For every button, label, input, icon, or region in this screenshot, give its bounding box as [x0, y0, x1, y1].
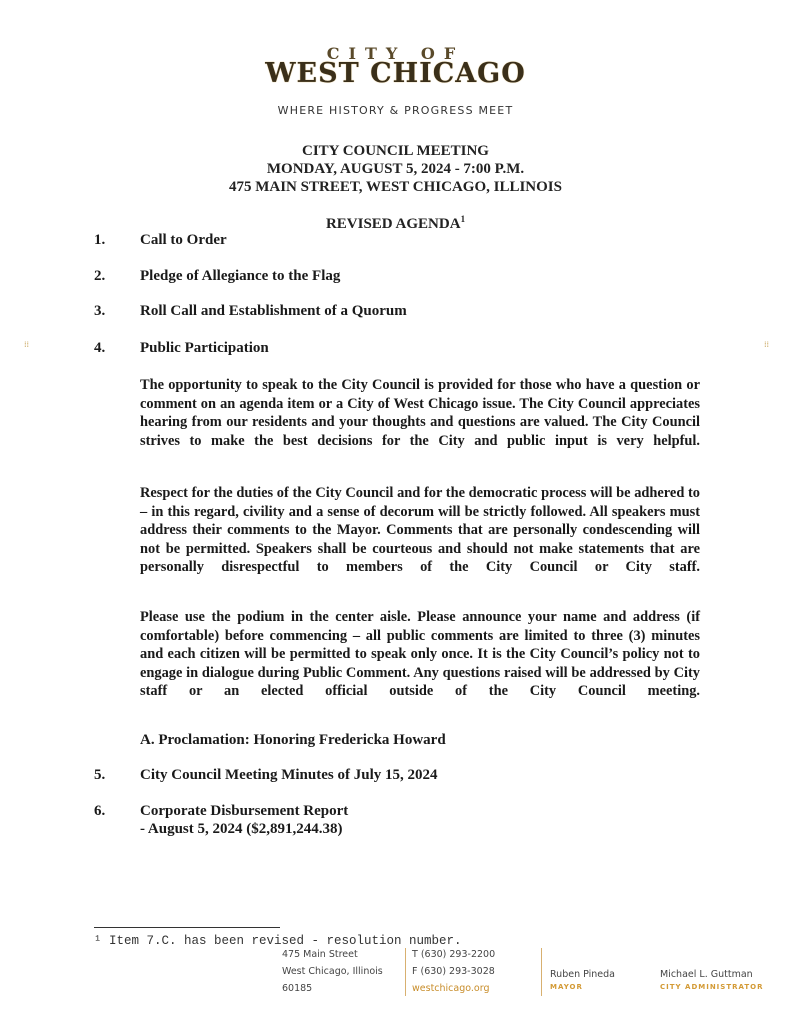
item-number: 1.: [94, 232, 106, 248]
footer-divider: [541, 948, 542, 996]
footer-address-street: 475 Main Street: [282, 949, 358, 960]
item-number: 3.: [94, 303, 106, 319]
item-number: 6.: [94, 803, 106, 819]
agenda-footnote-mark: 1: [460, 214, 466, 224]
item-title: City Council Meeting Minutes of July 15, 2024: [140, 767, 438, 783]
item-detail: - August 5, 2024 ($2,891,244.38): [140, 821, 343, 837]
footer-address-city: West Chicago, Illinois: [282, 966, 383, 977]
footer-phone: T (630) 293-2200: [412, 949, 496, 960]
proclamation-sub-item: A. Proclamation: Honoring Fredericka Howard: [140, 732, 446, 748]
item-number: 2.: [94, 268, 106, 284]
administrator-title: CITY ADMINISTRATOR: [660, 983, 764, 991]
footer-divider: [405, 948, 406, 996]
item-number: 4.: [94, 340, 106, 356]
item-title: Corporate Disbursement Report: [140, 803, 349, 819]
meeting-date: MONDAY, AUGUST 5, 2024 - 7:00 P.M.: [266, 161, 525, 177]
item-number: 5.: [94, 767, 106, 783]
meeting-title: CITY COUNCIL MEETING: [302, 143, 489, 159]
footer-fax: F (630) 293-3028: [412, 966, 495, 977]
footnote: ¹ Item 7.C. has been revised - resolution number.: [94, 934, 462, 948]
administrator-name: Michael L. Guttman: [660, 969, 753, 980]
margin-marker-left: ⁞⁞: [24, 340, 30, 349]
margin-marker-right: ⁞⁞: [764, 340, 770, 349]
public-participation-paragraph: The opportunity to speak to the City Council is provided for those who have a question or comment on an agenda item or a City of West Chicago issue. The City Council appreciates hearing from our residents and your thoughts and questions are valued. The City Council strives to make the best decisions for the City and public input is very helpful.: [140, 377, 700, 449]
footer-address-zip: 60185: [282, 983, 313, 994]
logo-tagline: WHERE HISTORY & PROGRESS MEET: [277, 104, 514, 117]
meeting-location: 475 MAIN STREET, WEST CHICAGO, ILLINOIS: [228, 179, 562, 195]
item-title: Roll Call and Establishment of a Quorum: [140, 303, 407, 319]
footer-website-link[interactable]: westchicago.org: [412, 983, 490, 994]
logo-city-of: CITY OF: [326, 44, 465, 63]
agenda-title-wrap: [0, 214, 791, 233]
logo-city-name: WEST CHICAGO: [265, 58, 526, 89]
mayor-name: Ruben Pineda: [550, 969, 615, 980]
item-title: Public Participation: [140, 340, 269, 356]
mayor-title: MAYOR: [550, 983, 583, 991]
item-title: Pledge of Allegiance to the Flag: [140, 268, 341, 284]
agenda-title: REVISED AGENDA: [325, 216, 461, 232]
public-participation-paragraph: Please use the podium in the center aisle. Please announce your name and address (if comfortable) before commencing – all public comments are limited to three (3) minutes and each citizen will be permitted to speak only once. It is the City Council’s policy not to engage in dialogue during Public Comment. Any questions raised will be addressed by City staff or an elected official outside of the City Council meeting.: [140, 609, 700, 700]
public-participation-paragraph: Respect for the duties of the City Council and for the democratic process will be adhered to – in this regard, civility and a sense of decorum will be strictly followed. All speakers must address their comments to the Mayor. Comments that are personally condescending will not be permitted. Speakers shall be courteous and should not make statements that are personally disrespectful to members of the City Council or City staff.: [140, 485, 700, 576]
footnote-rule: [94, 927, 280, 928]
item-title: Call to Order: [140, 232, 227, 248]
